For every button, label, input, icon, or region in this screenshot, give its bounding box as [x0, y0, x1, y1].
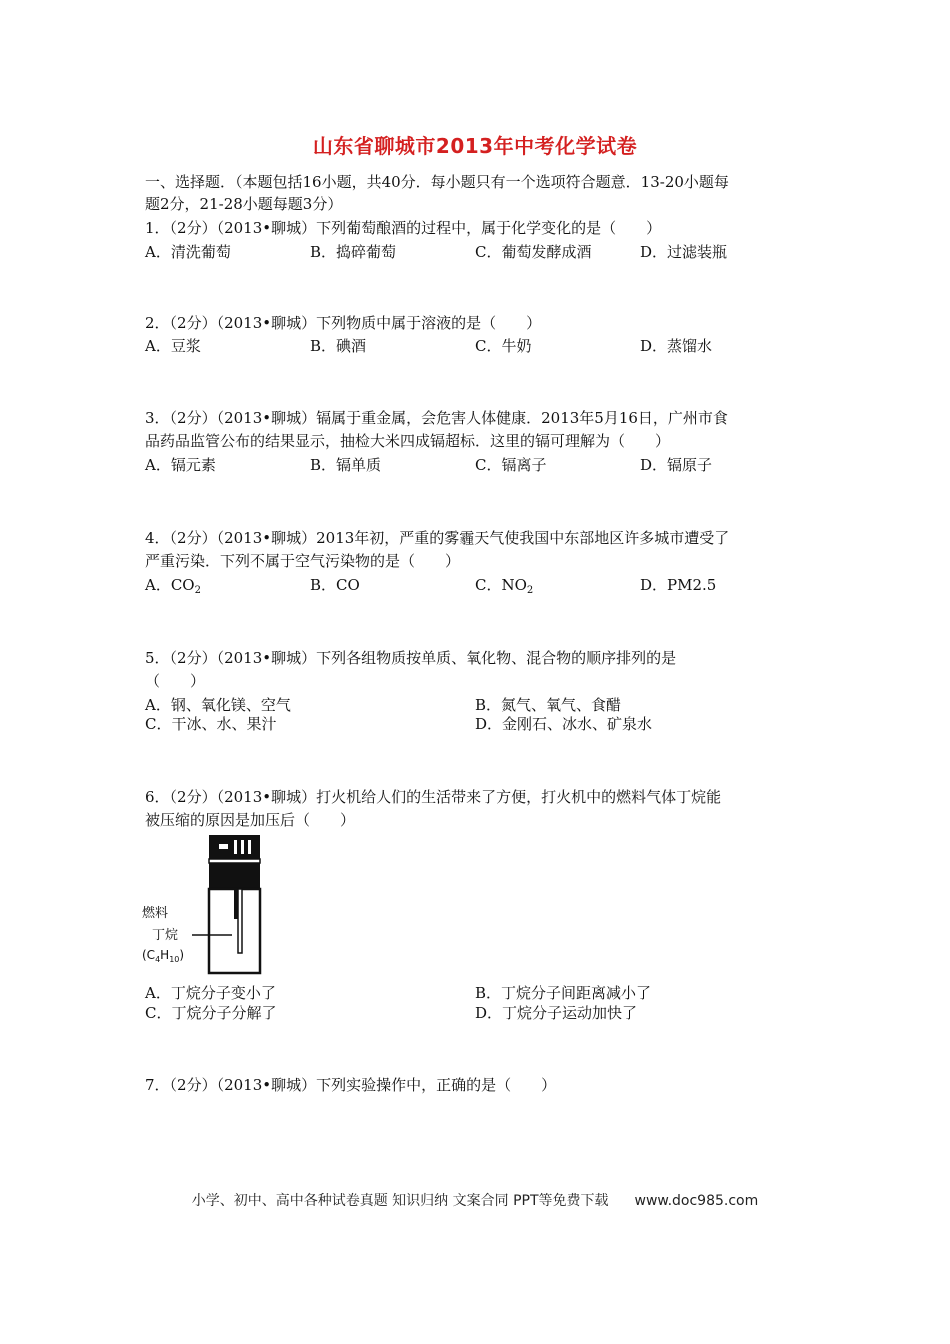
lighter-diagram [140, 835, 280, 980]
question-1-option-a: A．清洗葡萄 [145, 243, 231, 261]
question-1-option-c: C．葡萄发酵成酒 [475, 243, 592, 261]
question-6-option-a: A．丁烷分子变小了 [145, 984, 276, 1002]
question-2-stem: 2．（2分）（2013•聊城）下列物质中属于溶液的是（ ） [145, 314, 542, 332]
question-3-option-c: C．镉离子 [475, 456, 547, 474]
question-4-option-d: D．PM2.5 [640, 576, 717, 594]
question-3-option-a: A．镉元素 [145, 456, 216, 474]
question-6-option-c: C．丁烷分子分解了 [145, 1004, 277, 1022]
figure-label-formula: $(C_4H_{10})$ [142, 948, 185, 964]
question-6-option-d: D．丁烷分子运动加快了 [475, 1004, 638, 1022]
question-6-stem-line2: 被压缩的原因是加压后（ ） [145, 811, 356, 829]
question-3-option-d: D．镉原子 [640, 456, 713, 474]
question-3-stem-line2: 品药品监管公布的结果显示，抽检大米四成镉超标．这里的镉可理解为（ ） [145, 432, 671, 450]
question-2-option-a: A．豆浆 [145, 337, 201, 355]
question-4-stem-line2: 严重污染．下列不属于空气污染物的是（ ） [145, 552, 461, 570]
section-instructions-line2: 题2分，21-28小题每题3分） [145, 195, 343, 213]
question-4-stem-line1: 4．（2分）（2013•聊城）2013年初，严重的雾霾天气使我国中东部地区许多城市遭受了 [145, 529, 730, 547]
question-6-stem-line1: 6．（2分）（2013•聊城）打火机给人们的生活带来了方便，打火机中的燃料气体丁烷能 [145, 788, 722, 806]
question-1-stem: 1．（2分）（2013•聊城）下列葡萄酿酒的过程中，属于化学变化的是（ ） [145, 219, 662, 237]
question-3-option-b: B．镉单质 [310, 456, 382, 474]
question-3-stem-line1: 3．（2分）（2013•聊城）镉属于重金属，会危害人体健康．2013年5月16日，广州市食 [145, 409, 728, 427]
question-7-stem: 7．（2分）（2013•聊城）下列实验操作中，正确的是（ ） [145, 1076, 557, 1094]
figure-label-butane: 丁烷 [152, 928, 179, 943]
question-2-option-d: D．蒸馏水 [640, 337, 713, 355]
question-1-option-d: D．过滤装瓶 [640, 243, 728, 261]
question-5-option-a: A．钢、氧化镁、空气 [145, 696, 291, 714]
section-instructions-line1: 一、选择题．（本题包括16小题，共40分．每小题只有一个选项符合题意．13-20小题每 [145, 173, 729, 191]
question-2-option-c: C．牛奶 [475, 337, 532, 355]
page-footer [0, 1190, 950, 1210]
footer-text: 小学、初中、高中各种试卷真题 知识归纳 文案合同 PPT等免费下载 [191, 1193, 609, 1209]
footer-site-link[interactable]: www.doc985.com [634, 1193, 759, 1209]
question-5-option-c: C．干冰、水、果汁 [145, 715, 277, 733]
question-6-option-b: B．丁烷分子间距离减小了 [475, 984, 652, 1002]
question-5-stem-line1: 5．（2分）（2013•聊城）下列各组物质按单质、氧化物、混合物的顺序排列的是 [145, 649, 677, 667]
page-title: 山东省聊城市2013年中考化学试卷 [312, 134, 638, 158]
question-2-option-b: B．碘酒 [310, 337, 367, 355]
figure-label-fuel: 燃料 [142, 906, 169, 921]
question-4-option-b: B．CO [310, 576, 360, 594]
question-5-option-d: D．金刚石、冰水、矿泉水 [475, 715, 653, 733]
question-4-option-a: A．$CO_2$ [145, 576, 201, 596]
question-5-option-b: B．氮气、氧气、食醋 [475, 696, 622, 714]
lighter-head [209, 863, 260, 889]
question-4-option-c: C．$NO_2$ [475, 576, 534, 596]
question-1-option-b: B．捣碎葡萄 [310, 243, 397, 261]
question-5-stem-line2: （ ） [145, 672, 206, 690]
